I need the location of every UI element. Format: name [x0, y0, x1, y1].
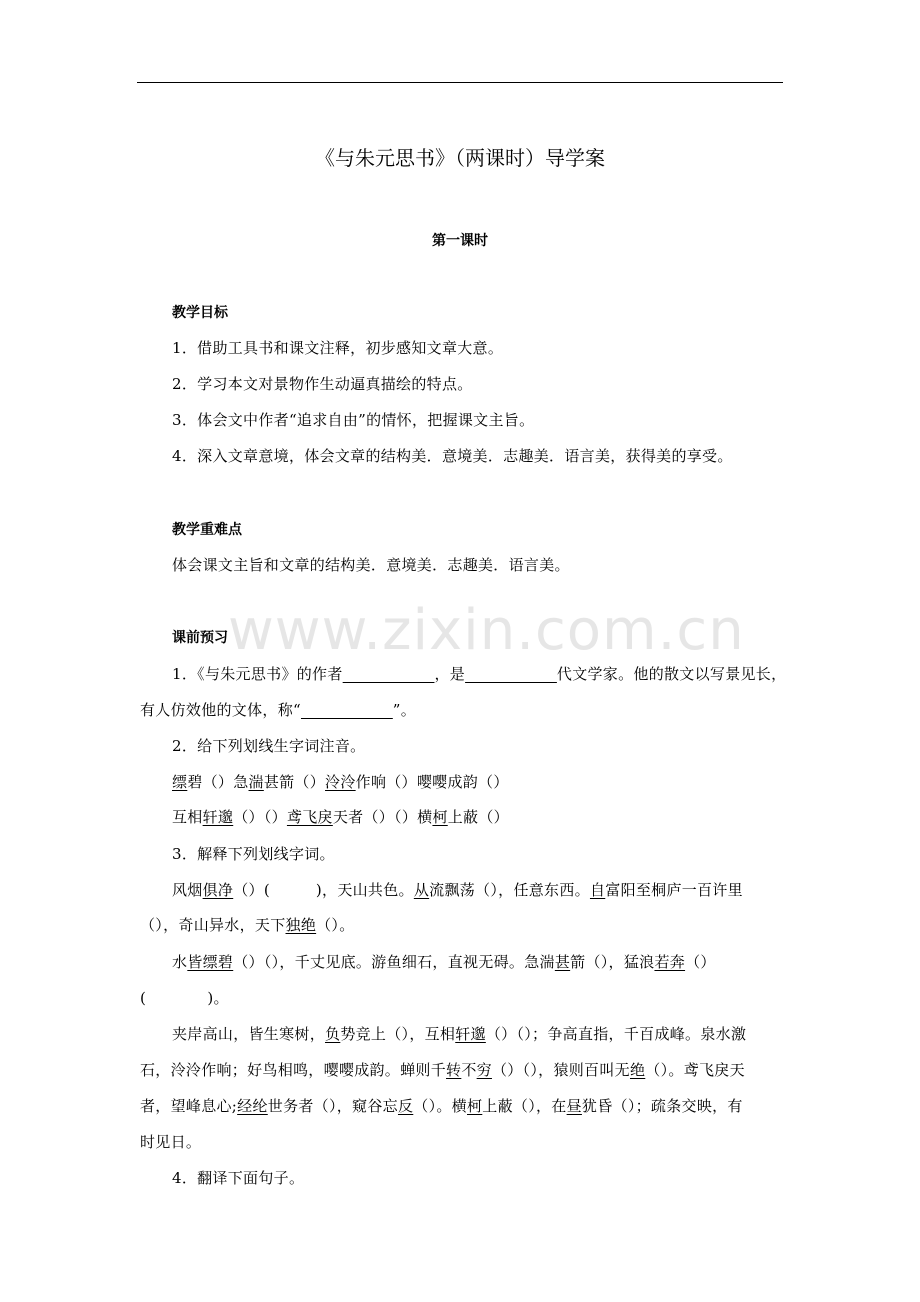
underlined-word: 反: [397, 1097, 414, 1115]
text-span: （）。横: [413, 1097, 467, 1115]
text-span: 互相: [172, 808, 203, 826]
objective-item: 2．学习本文对景物作生动逼真描绘的特点。: [172, 375, 473, 393]
underlined-word: 轩邈: [202, 808, 234, 826]
underlined-word: 缥: [172, 773, 188, 791]
text-span: （）: [685, 953, 716, 971]
underlined-word: 湍: [248, 773, 264, 791]
text-span: 上蔽（）: [447, 808, 509, 826]
underlined-word: 独绝: [285, 916, 317, 934]
underlined-word: 从: [413, 881, 430, 899]
text-span: （）( )，天山共色。: [233, 881, 414, 899]
objective-item: 4．深入文章意境，体会文章的结构美．意境美．志趣美．语言美，获得美的享受。: [172, 447, 733, 465]
question-2: 2．给下列划线生字词注音。: [172, 737, 366, 755]
keypoints-text: 体会课文主旨和文章的结构美．意境美．志趣美．语言美。: [172, 556, 570, 574]
passage-3-line-3: [140, 1095, 743, 1116]
pinyin-line-1: [172, 771, 509, 792]
q1-text: 1．《与朱元思书》的作者: [172, 665, 343, 683]
question-4: 4．翻译下面句子。: [172, 1169, 305, 1187]
text-span: （）。鸢飞戾天: [645, 1061, 745, 1079]
text-span: 世务者（），窥谷忘: [267, 1097, 398, 1115]
author-blank: [343, 665, 435, 683]
text-span: 作响（）嘤嘤成韵（）: [355, 773, 509, 791]
preview-heading: 课前预习: [172, 630, 228, 646]
passage-3-line-4: 时见日。: [140, 1133, 202, 1151]
pinyin-line-2: [172, 806, 509, 827]
text-span: （）（），猿则百叫无: [491, 1061, 630, 1079]
style-blank: [301, 701, 393, 719]
keypoints-heading: 教学重难点: [172, 522, 242, 538]
underlined-word: 柯: [432, 808, 448, 826]
objective-item: 3．体会文中作者“追求自由”的情怀，把握课文主旨。: [172, 411, 535, 429]
q1-text: 有人仿效他的文体，称“: [140, 701, 301, 719]
text-span: 者，望峰息心;: [140, 1097, 238, 1115]
underlined-word: 泠泠: [325, 773, 356, 791]
text-span: 上蔽（），在: [482, 1097, 567, 1115]
passage-3-line-1: [172, 1023, 746, 1044]
underlined-word: 经纶: [237, 1097, 268, 1115]
q1-text: 代文学家。他的散文以写景见长，: [556, 665, 787, 683]
text-span: 流飘荡（），任意东西。: [429, 881, 590, 899]
text-span: 天者（）（）横: [332, 808, 433, 826]
text-span: （），奇山异水，天下: [140, 916, 286, 934]
lesson-subtitle: 第一课时: [432, 233, 488, 249]
text-span: 碧（）急: [187, 773, 249, 791]
text-span: 富阳至桐庐一百许里: [605, 881, 743, 899]
passage-2-line-2: ( )。: [140, 989, 229, 1007]
header-rule: [137, 82, 783, 83]
underlined-word: 皆缥碧: [187, 953, 234, 971]
text-span: 不: [461, 1061, 477, 1079]
text-span: 甚箭（）: [263, 773, 326, 791]
underlined-word: 穷: [476, 1061, 492, 1079]
objectives-heading: 教学目标: [172, 305, 228, 321]
dynasty-blank: [465, 665, 557, 683]
underlined-word: 自: [589, 881, 606, 899]
underlined-word: 甚: [554, 953, 571, 971]
text-span: 势竞上（），互相: [340, 1025, 456, 1043]
underlined-word: 柯: [466, 1097, 483, 1115]
passage-1-line-1: [172, 879, 743, 900]
text-span: （）（）；争高直指，千百成峰。泉水激: [485, 1025, 747, 1043]
underlined-word: 绝: [629, 1061, 646, 1079]
text-span: 犹昏（）；疏条交映，有: [581, 1097, 743, 1115]
underlined-word: 负: [325, 1025, 341, 1043]
underlined-word: 转: [446, 1061, 462, 1079]
objective-item: 1．借助工具书和课文注释，初步感知文章大意。: [172, 339, 504, 357]
underlined-word: 昼: [566, 1097, 582, 1115]
passage-3-line-2: [140, 1059, 745, 1080]
question-1-cont: [140, 699, 416, 720]
text-span: 风烟: [172, 881, 203, 899]
watermark: www.zixin.com.cn: [228, 598, 745, 663]
text-span: 夹岸高山，皆生寒树，: [172, 1025, 326, 1043]
passage-2-line-1: [172, 951, 716, 972]
text-span: （）（）: [233, 808, 287, 826]
underlined-word: 若奔: [654, 953, 686, 971]
q1-text: ”。: [392, 701, 417, 719]
underlined-word: 俱净: [202, 881, 234, 899]
text-span: （）。: [316, 916, 355, 934]
text-span: （）（），千丈见底。游鱼细石，直视无碍。急湍: [233, 953, 555, 971]
text-span: 石，泠泠作响；好鸟相鸣，嘤嘤成韵。蝉则千: [140, 1061, 447, 1079]
q1-text: ，是: [434, 665, 466, 683]
underlined-word: 轩邈: [455, 1025, 486, 1043]
text-span: 水: [172, 953, 188, 971]
page-title: 《与朱元思书》（两课时）导学案: [315, 146, 605, 170]
text-span: 箭（），猛浪: [570, 953, 655, 971]
underlined-word: 鸢飞戾: [286, 808, 333, 826]
passage-1-line-2: [140, 914, 355, 935]
question-3: 3．解释下列划线字词。: [172, 845, 335, 863]
question-1: [172, 663, 786, 684]
